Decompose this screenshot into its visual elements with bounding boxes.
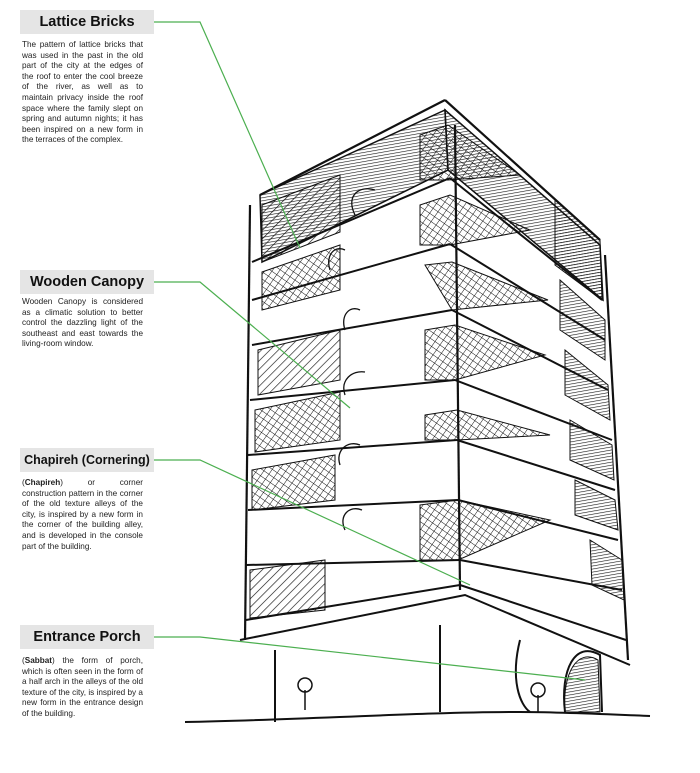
label-chapireh bbox=[20, 448, 154, 472]
desc-entrance-porch: (Sabbat) the form of porch, which is often seen in the form of a half arch in the alleys of the old texture of the city, is inspired by a new form in the entrance design of the building. bbox=[22, 656, 143, 718]
label-wooden-canopy bbox=[20, 270, 154, 294]
trees bbox=[298, 678, 545, 712]
desc-entrance-porch-bold: Sabbat bbox=[24, 656, 53, 665]
desc-entrance-porch-text: the form of porch, which is often seen in the form of a half arch in the alleys of the old texture of the city, is inspired by a new form in the entrance design of the building. bbox=[22, 656, 143, 718]
label-lattice-bricks bbox=[20, 10, 154, 34]
desc-chapireh: (Chapireh) or corner construction pattern in the corner of the old texture alleys of the city, is inspired by a new form in the corner of the building alley, and is developed in the console part of the building. bbox=[22, 478, 143, 551]
desc-lattice-bricks bbox=[22, 40, 143, 146]
desc-chapireh-bold: Chapireh bbox=[24, 478, 61, 487]
desc-chapireh-text: or corner construction pattern in the corner of the old texture alleys of the city, is inspired by a new form in the corner of the building alley, and is developed in the console part of the building. bbox=[22, 478, 143, 551]
desc-wooden-canopy bbox=[22, 297, 143, 350]
desc-lattice-bricks-text: The pattern of lattice bricks that was used in the past in the old part of the city at the edges of the roof to enter the cool breeze of the river, as well as to maintain privacy inside the roof space where the family slept on spring and autumn nights; it has been inspired on a new form in the terraces of the complex. bbox=[22, 40, 143, 145]
ground-line bbox=[185, 712, 650, 722]
desc-wooden-canopy-text: Wooden Canopy is considered as a climatic solution to better control the dazzling light of the southeast and east towards the living-room window. bbox=[22, 297, 143, 349]
leader-porch bbox=[154, 637, 585, 680]
label-chapireh-text: Chapireh (Cornering) bbox=[24, 453, 150, 467]
label-wooden-canopy-text: Wooden Canopy bbox=[29, 274, 145, 290]
label-entrance-porch-text: Entrance Porch bbox=[33, 629, 141, 645]
label-entrance-porch bbox=[20, 625, 154, 649]
label-lattice-bricks-text: Lattice Bricks bbox=[39, 14, 135, 30]
